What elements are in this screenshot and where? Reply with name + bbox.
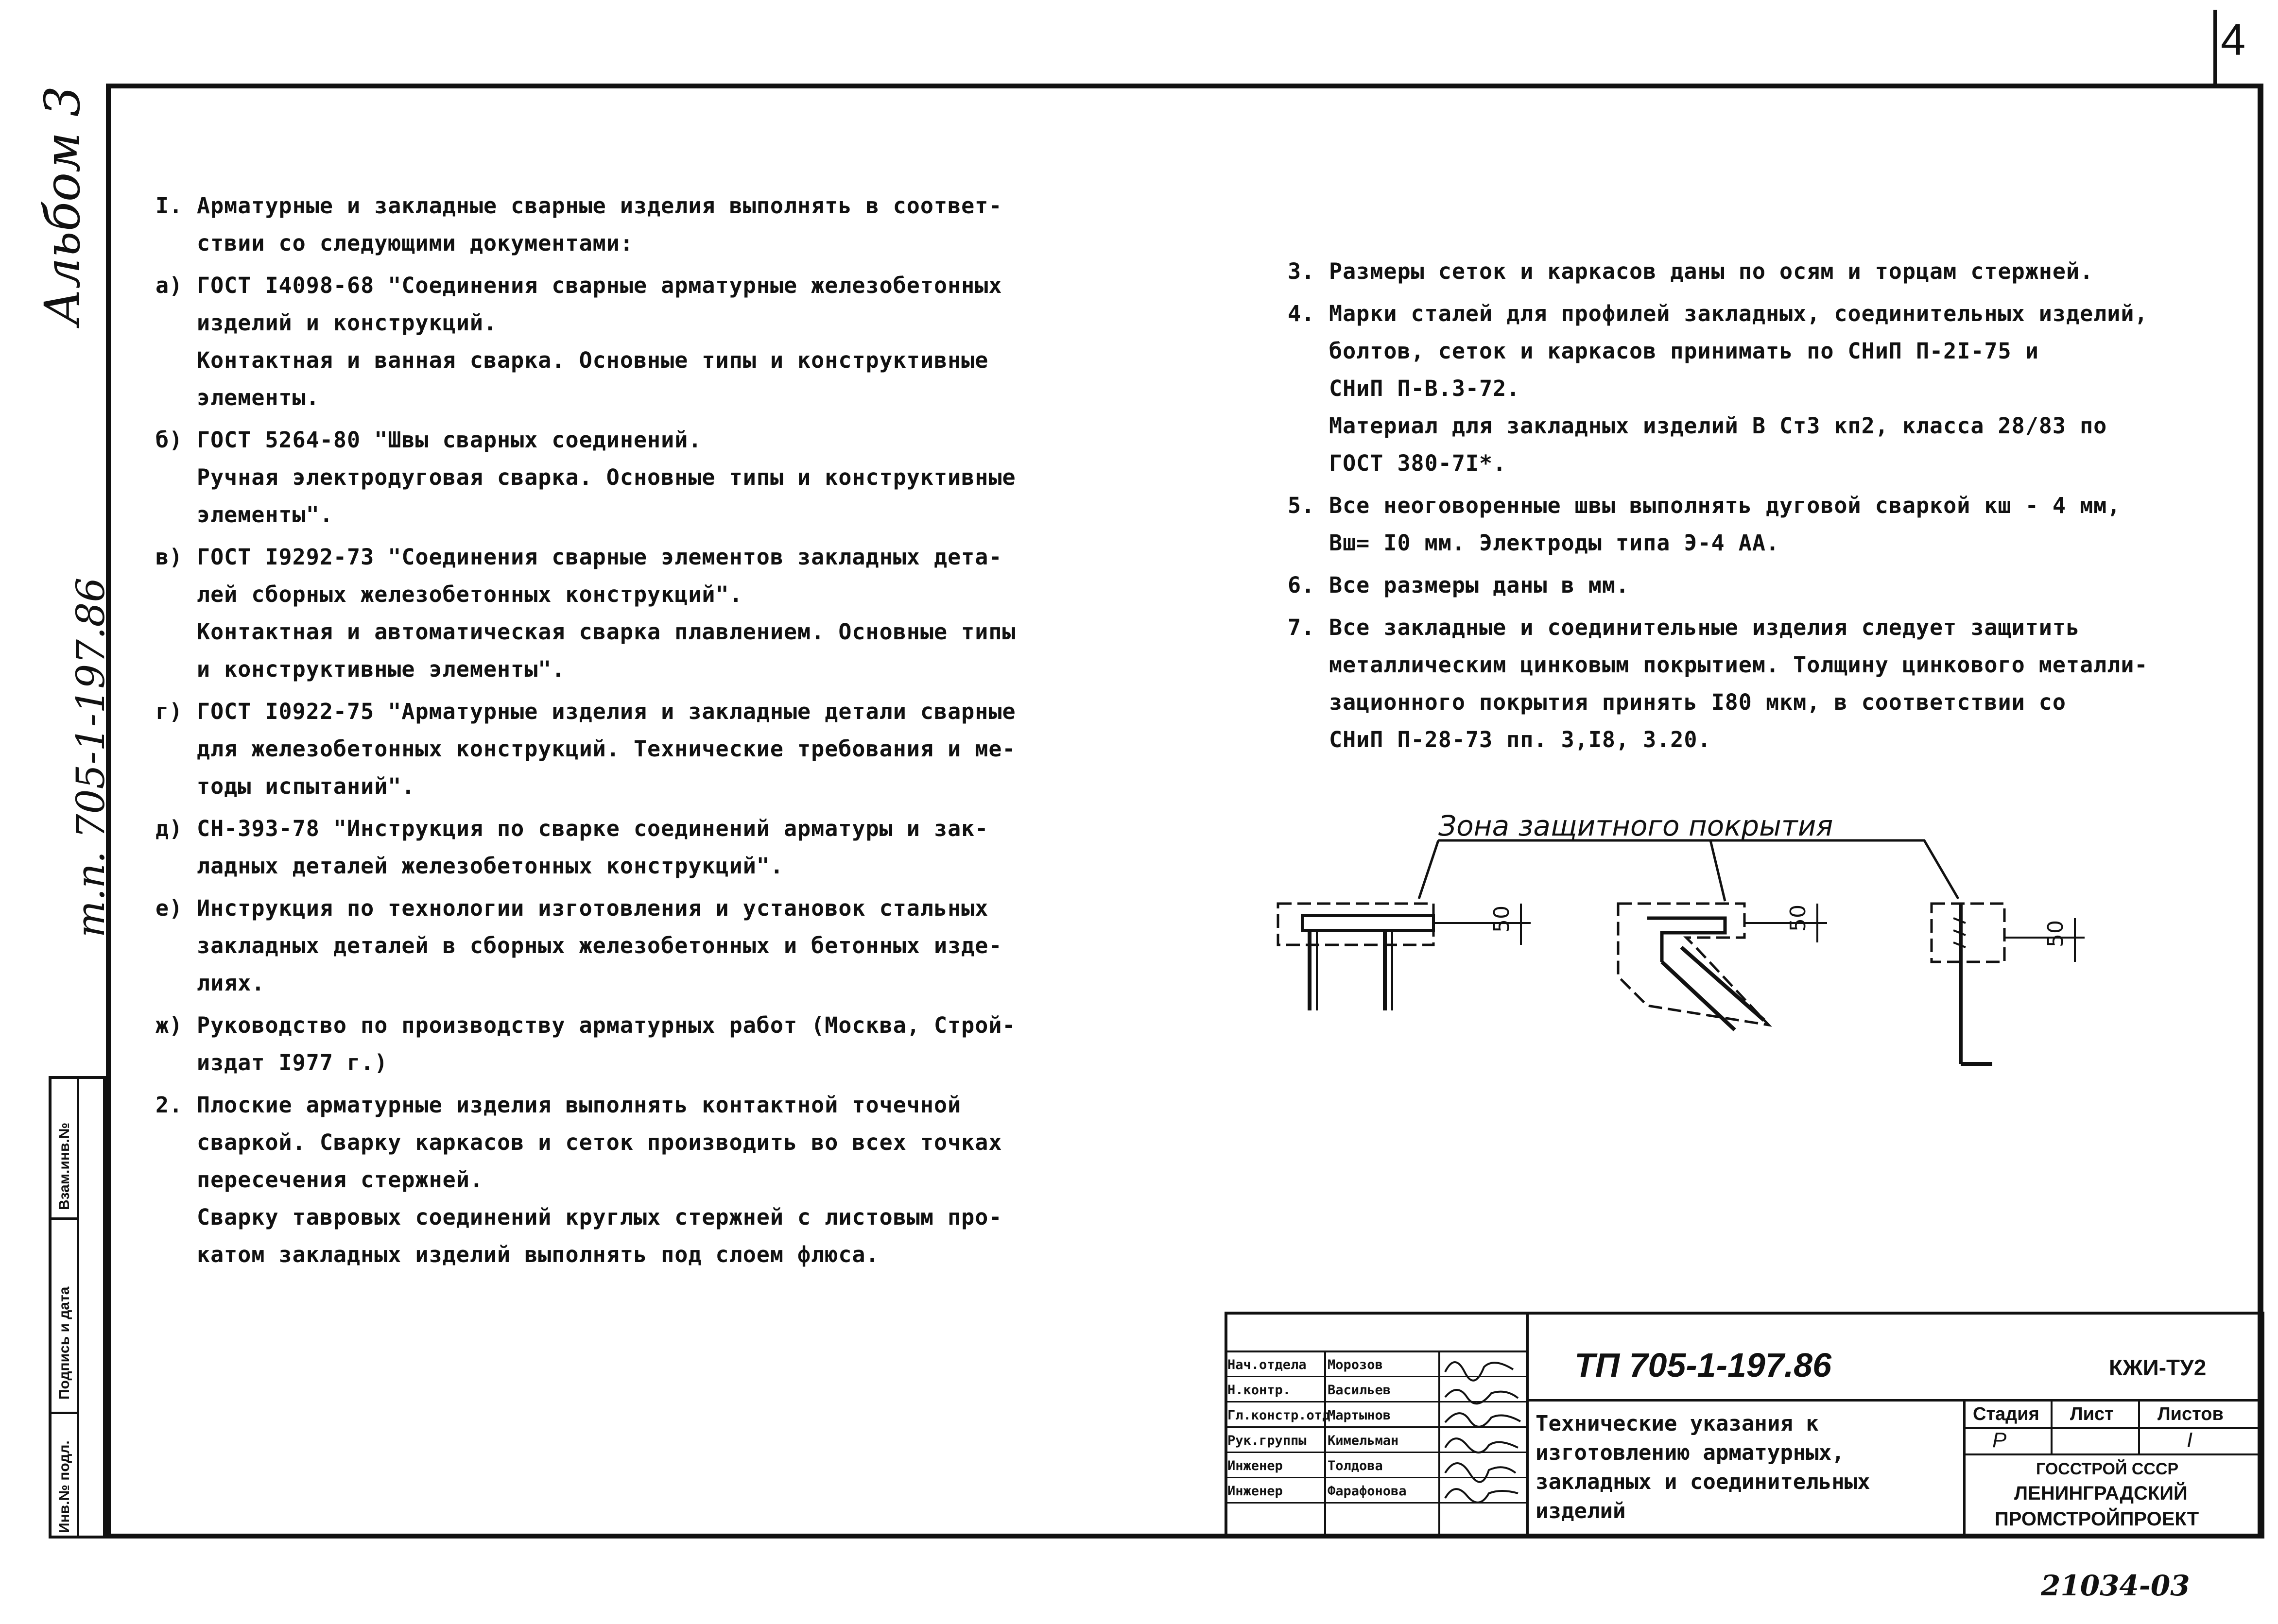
note-line: Вш= I0 мм. Электроды типа Э-4 АА. [1329,530,1780,556]
note-line: сваркой. Сварку каркасов и сеток производить во всех точках [197,1129,1002,1155]
sheets-header: Листов [2157,1404,2224,1424]
note-line: Материал для закладных изделий В Ст3 кп2, класса 28/83 по [1329,413,2107,439]
note-marker: а) [155,273,183,298]
note-line: СНиП П-28-73 пп. 3,I8, 3.20. [1329,727,1711,752]
note-item [155,693,1079,805]
note-marker: 3. [1288,258,1315,284]
note-line: ладных деталей железобетонных конструкций". [197,853,784,879]
notes-right [1288,253,2211,763]
note-marker: I. [155,193,183,219]
note-line: Руководство по производству арматурных работ (Москва, Строй- [197,1012,1016,1038]
note-marker: 5. [1288,493,1315,518]
note-line: ГОСТ I4098-68 "Соединения сварные арматурные железобетонных [197,273,1002,298]
notes-left [155,187,1079,1278]
tb-row-line [1966,1427,2264,1429]
note-line: Контактная и автоматическая сварка плавлением. Основные типы [197,619,1016,645]
signatory-role: Рук.группы [1227,1433,1307,1448]
note-line: Все размеры даны в мм. [1329,572,1630,598]
note-line: лиях. [197,970,265,996]
note-marker: в) [155,544,183,570]
note-marker: 4. [1288,301,1315,326]
sheet-code: КЖИ-ТУ2 [2109,1355,2207,1380]
note-line: издат I977 г.) [197,1050,388,1076]
signatory-row [1225,1378,1438,1403]
note-item [155,421,1079,533]
stamp-signature-date: Подпись и дата [56,1286,72,1400]
stage-header: Стадия [1973,1404,2039,1424]
org-line: ПРОМСТРОЙПРОЕКТ [1995,1508,2199,1530]
signatory-row [1225,1428,1438,1453]
sheets-value: I [2187,1428,2193,1452]
note-line: элементы. [197,385,320,410]
note-marker: 2. [155,1092,183,1118]
note-marker: е) [155,895,183,921]
note-line: ГОСТ I0922-75 "Арматурные изделия и закладные детали сварные [197,699,1016,724]
note-line: изделий и конструкций. [197,310,498,336]
page-number: 4 [2221,15,2246,65]
note-line: СН-393-78 "Инструкция по сварке соединений арматуры и зак- [197,816,989,841]
note-line: Плоские арматурные изделия выполнять контактной точечной [197,1092,962,1118]
tb-col-line [2138,1399,2140,1453]
note-line: Инструкция по технологии изготовления и установок стальных [197,895,989,921]
note-line: ствии со следующими документами: [197,230,634,256]
note-item [1288,295,2211,482]
description-line: Технические указания к [1536,1411,1819,1436]
tb-row-line [1966,1453,2264,1455]
archive-code: 21034-03 [2041,1569,2190,1602]
signatory-role: Инженер [1227,1484,1283,1499]
sig-col-line [1526,1312,1529,1539]
page-number-divider [2213,10,2217,87]
album-label: Альбом 3 [34,85,91,325]
note-line: Марки сталей для профилей закладных, соединительных изделий, [1329,301,2148,326]
org-line: ЛЕНИНГРАДСКИЙ [2014,1483,2188,1504]
note-line: Размеры сеток и каркасов даны по осям и торцам стержней. [1329,258,2094,284]
note-item [155,187,1079,262]
signatory-row [1225,1479,1438,1504]
signatory-name: Фарафонова [1328,1484,1407,1499]
note-line: СНиП П-В.3-72. [1329,376,1520,401]
title-block [1225,1312,2264,1539]
signatory-name: Мартынов [1328,1408,1391,1423]
description-line: закладных и соединительных [1536,1470,1870,1494]
note-line: пересечения стержней. [197,1167,483,1193]
dimension-label: 50 [1786,905,1811,932]
signatory-role: Гл.констр.отд [1227,1408,1330,1423]
note-item [155,538,1079,688]
description-line: изготовлению арматурных, [1536,1440,1845,1465]
stamp-strip-divider [77,1079,79,1536]
note-item [155,1007,1079,1081]
note-item [155,810,1079,885]
note-line: лей сборных железобетонных конструкций". [197,581,743,607]
note-line: Все неоговоренные швы выполнять дуговой сваркой кш - 4 мм, [1329,493,2121,518]
note-marker: 6. [1288,572,1315,598]
note-line: болтов, сеток и каркасов принимать по СНиП П-2I-75 и [1329,338,2039,364]
note-line: Сварку тавровых соединений круглых стержней с листовым про- [197,1204,1002,1230]
note-line: зационного покрытия принять I80 мкм, в соответствии со [1329,689,2066,715]
signatory-role: Н.контр. [1227,1383,1291,1398]
note-marker: д) [155,816,183,841]
stamp-replace-inv: Взам.инв.№ [56,1122,72,1210]
note-line: тоды испытаний". [197,773,415,799]
stamp-strip [49,1076,106,1539]
note-item [155,267,1079,416]
note-line: ГОСТ 380-7I*. [1329,450,1507,476]
note-line: для железобетонных конструкций. Технические требования и ме- [197,736,1016,762]
signatory-row [1225,1403,1438,1428]
sheet-header: Лист [2070,1404,2114,1424]
note-line: и конструктивные элементы". [197,656,566,682]
signatory-role: Инженер [1227,1458,1283,1473]
note-item [155,1086,1079,1273]
note-marker: г) [155,699,183,724]
signatory-name: Толдова [1328,1458,1383,1473]
note-line: катом закладных изделий выполнять под слоем флюса. [197,1242,880,1267]
note-item [1288,566,2211,604]
note-item [155,889,1079,1002]
signatory-row [1225,1453,1438,1479]
dimension-label: 50 [2043,920,2068,947]
tb-row-line [1529,1399,2264,1402]
note-line: ГОСТ 5264-80 "Швы сварных соединений. [197,427,702,453]
dimension-label: 50 [1489,906,1514,933]
stamp-inv-no: Инв.№ подл. [56,1440,72,1533]
signatory-name: Морозов [1328,1357,1383,1372]
note-marker: б) [155,427,183,453]
signature-scribbles [1440,1352,1526,1503]
note-line: Контактная и ванная сварка. Основные типы и конструктивные [197,347,989,373]
signatory-name: Васильев [1328,1383,1391,1398]
org-line: ГОССТРОЙ СССР [2036,1460,2179,1478]
signatory-name: Кимельман [1328,1433,1399,1448]
diagram-title: Зона защитного покрытия [1438,809,1833,842]
note-line: Все закладные и соединительные изделия следует защитить [1329,615,2080,640]
note-line: металлическим цинковым покрытием. Толщину цинкового металли- [1329,652,2148,678]
tb-col-line [2051,1399,2053,1453]
tb-col-line [1963,1399,1966,1539]
note-line: закладных деталей в сборных железобетонных и бетонных изде- [197,933,1002,958]
note-marker: ж) [155,1012,183,1038]
note-line: Ручная электродуговая сварка. Основные типы и конструктивные [197,464,1016,490]
note-line: ГОСТ I9292-73 "Соединения сварные элементов закладных дета- [197,544,1002,570]
note-item [1288,253,2211,290]
side-doc-code: т.п. 705-1-197.86 [68,577,113,938]
note-item [1288,487,2211,562]
document-number: ТП 705-1-197.86 [1574,1346,1831,1384]
protection-zone-diagram [1259,802,2109,1074]
note-item [1288,609,2211,758]
note-line: элементы". [197,502,333,528]
note-marker: 7. [1288,615,1315,640]
note-line: Арматурные и закладные сварные изделия выполнять в соответ- [197,193,1002,219]
stage-value: Р [1992,1428,2007,1452]
description-line: изделий [1536,1499,1626,1523]
signatory-row [1225,1352,1438,1378]
signatory-role: Нач.отдела [1227,1357,1307,1372]
